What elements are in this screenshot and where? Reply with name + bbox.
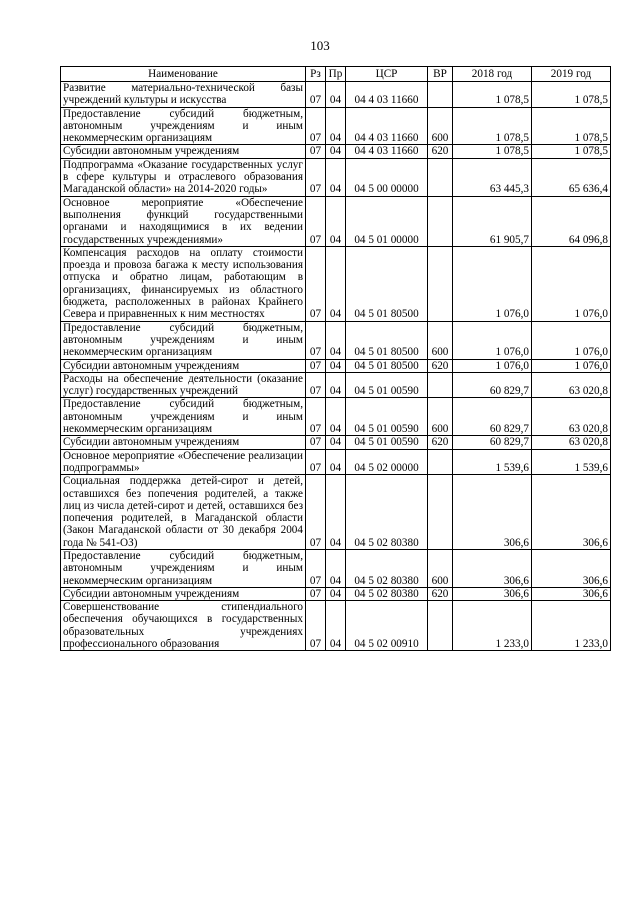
row-amount-2019: 1 078,5 [532,82,611,108]
row-amount-2018: 1 539,6 [453,449,532,475]
row-vr [428,196,453,246]
row-name: Основное мероприятие «Обеспечение выполнения функций государственными органами и находящимися в их ведении государственных учреждениями» [61,196,306,246]
row-csr: 04 5 01 80500 [346,321,428,359]
row-rz: 07 [306,321,326,359]
row-pr: 04 [326,107,346,145]
row-amount-2019: 1 078,5 [532,145,611,158]
row-name: Предоставление субсидий бюджетным, автономным учреждениям и иным некоммерческим организациям [61,321,306,359]
row-csr: 04 4 03 11660 [346,145,428,158]
row-name: Расходы на обеспечение деятельности (оказание услуг) государственных учреждений [61,372,306,398]
row-pr: 04 [326,601,346,651]
row-amount-2018: 1 078,5 [453,145,532,158]
row-pr: 04 [326,436,346,449]
row-amount-2018: 1 076,0 [453,321,532,359]
row-amount-2019: 306,6 [532,587,611,600]
row-rz: 07 [306,82,326,108]
row-pr: 04 [326,372,346,398]
row-rz: 07 [306,359,326,372]
row-amount-2018: 306,6 [453,549,532,587]
row-vr [428,246,453,321]
row-vr: 600 [428,549,453,587]
row-name: Совершенствование стипендиального обеспечения обучающихся в государственных образовательных учреждениях профессионального образования [61,601,306,651]
row-vr: 620 [428,359,453,372]
row-pr: 04 [326,359,346,372]
table-row [61,398,611,436]
header-name: Наименование [61,67,306,82]
row-name: Субсидии автономным учреждениям [61,587,306,600]
row-amount-2019: 1 078,5 [532,107,611,145]
table-row [61,359,611,372]
row-name: Развитие материально-технической базы учреждений культуры и искусства [61,82,306,108]
row-csr: 04 5 02 80380 [346,475,428,550]
row-pr: 04 [326,246,346,321]
row-amount-2018: 1 076,0 [453,246,532,321]
table-row [61,145,611,158]
row-amount-2018: 1 078,5 [453,107,532,145]
row-csr: 04 5 01 00590 [346,398,428,436]
row-csr: 04 5 02 80380 [346,549,428,587]
table-row [61,196,611,246]
row-vr [428,158,453,196]
row-name: Предоставление субсидий бюджетным, автономным учреждениям и иным некоммерческим организациям [61,107,306,145]
row-name: Предоставление субсидий бюджетным, автономным учреждениям и иным некоммерческим организациям [61,549,306,587]
row-amount-2019: 306,6 [532,549,611,587]
row-vr: 600 [428,107,453,145]
row-vr: 620 [428,587,453,600]
table-row [61,601,611,651]
table-row [61,475,611,550]
row-amount-2019: 1 076,0 [532,359,611,372]
table-row [61,107,611,145]
row-name: Субсидии автономным учреждениям [61,145,306,158]
row-csr: 04 5 01 00590 [346,436,428,449]
row-rz: 07 [306,449,326,475]
row-amount-2019: 306,6 [532,475,611,550]
row-rz: 07 [306,587,326,600]
row-amount-2018: 1 076,0 [453,359,532,372]
row-rz: 07 [306,372,326,398]
row-amount-2018: 1 233,0 [453,601,532,651]
table-row [61,549,611,587]
table-header-row [61,67,611,82]
row-pr: 04 [326,145,346,158]
row-amount-2018: 1 078,5 [453,82,532,108]
header-csr: ЦСР [346,67,428,82]
table-row [61,372,611,398]
row-rz: 07 [306,398,326,436]
row-name: Социальная поддержка детей-сирот и детей, оставшихся без попечения родителей, а также лиц из числа детей-сирот и детей, оставшихся без попечения родителей, в Магаданской области (Закон Магаданской области от 30 декабря 2004 года № 541-ОЗ) [61,475,306,550]
row-pr: 04 [326,82,346,108]
row-name: Субсидии автономным учреждениям [61,359,306,372]
page-number: 103 [310,38,330,53]
row-amount-2019: 1 233,0 [532,601,611,651]
row-rz: 07 [306,475,326,550]
row-csr: 04 5 01 00000 [346,196,428,246]
row-rz: 07 [306,601,326,651]
header-2019: 2019 год [532,67,611,82]
row-amount-2018: 306,6 [453,475,532,550]
row-csr: 04 5 01 80500 [346,359,428,372]
row-amount-2019: 1 076,0 [532,321,611,359]
row-amount-2019: 64 096,8 [532,196,611,246]
table-row [61,246,611,321]
row-rz: 07 [306,549,326,587]
row-amount-2019: 63 020,8 [532,398,611,436]
row-csr: 04 5 00 00000 [346,158,428,196]
row-name: Подпрограмма «Оказание государственных услуг в сфере культуры и отраслевого образования Магаданской области» на 2014-2020 годы» [61,158,306,196]
row-amount-2018: 60 829,7 [453,436,532,449]
row-csr: 04 5 01 80500 [346,246,428,321]
row-csr: 04 4 03 11660 [346,107,428,145]
table-row [61,82,611,108]
row-csr: 04 4 03 11660 [346,82,428,108]
row-amount-2019: 65 636,4 [532,158,611,196]
row-amount-2018: 61 905,7 [453,196,532,246]
row-vr: 600 [428,398,453,436]
header-2018: 2018 год [453,67,532,82]
row-amount-2019: 1 539,6 [532,449,611,475]
row-name: Предоставление субсидий бюджетным, автономным учреждениям и иным некоммерческим организациям [61,398,306,436]
row-name: Основное мероприятие «Обеспечение реализации подпрограммы» [61,449,306,475]
row-rz: 07 [306,436,326,449]
row-csr: 04 5 02 80380 [346,587,428,600]
row-csr: 04 5 01 00590 [346,372,428,398]
row-rz: 07 [306,158,326,196]
row-pr: 04 [326,475,346,550]
row-rz: 07 [306,196,326,246]
table-row [61,436,611,449]
row-pr: 04 [326,158,346,196]
row-vr: 620 [428,436,453,449]
row-vr: 620 [428,145,453,158]
row-amount-2019: 63 020,8 [532,436,611,449]
budget-table [60,66,611,651]
row-pr: 04 [326,549,346,587]
row-amount-2018: 60 829,7 [453,398,532,436]
row-amount-2018: 306,6 [453,587,532,600]
row-pr: 04 [326,321,346,359]
row-rz: 07 [306,107,326,145]
row-vr [428,82,453,108]
table-row [61,587,611,600]
row-amount-2019: 1 076,0 [532,246,611,321]
row-vr [428,601,453,651]
row-pr: 04 [326,449,346,475]
row-amount-2018: 60 829,7 [453,372,532,398]
row-csr: 04 5 02 00000 [346,449,428,475]
row-rz: 07 [306,246,326,321]
row-vr [428,372,453,398]
header-pr: Пр [326,67,346,82]
row-vr [428,475,453,550]
table-row [61,449,611,475]
row-pr: 04 [326,196,346,246]
header-rz: Рз [306,67,326,82]
row-name: Субсидии автономным учреждениям [61,436,306,449]
table-body [61,82,611,651]
row-amount-2018: 63 445,3 [453,158,532,196]
header-vr: ВР [428,67,453,82]
row-vr [428,449,453,475]
table-row [61,158,611,196]
table-row [61,321,611,359]
row-pr: 04 [326,398,346,436]
row-name: Компенсация расходов на оплату стоимости проезда и провоза багажа к месту использования отпуска и обратно лицам, работающим в организациях, финансируемых из областного бюджета, расположенных в районах Крайнего Севера и приравненных к ним местностях [61,246,306,321]
row-pr: 04 [326,587,346,600]
row-rz: 07 [306,145,326,158]
row-amount-2019: 63 020,8 [532,372,611,398]
row-vr: 600 [428,321,453,359]
row-csr: 04 5 02 00910 [346,601,428,651]
